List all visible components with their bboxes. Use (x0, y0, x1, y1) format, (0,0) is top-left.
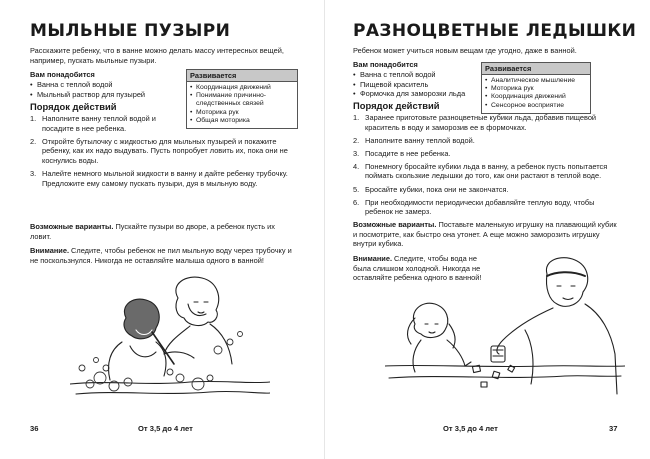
develops-heading: Развивается (187, 70, 297, 82)
develops-item: • Моторика рук (485, 85, 587, 93)
step-text: Наполните ванну теплой водой. (365, 135, 475, 145)
attention-label: Внимание. (30, 246, 69, 255)
page-title: МЫЛЬНЫЕ ПУЗЫРИ (30, 21, 231, 41)
intro-text: Расскажите ребенку, что в ванне можно делать массу интересных вещей, например, пускать мыльные пузыри. (30, 46, 284, 65)
step-text: Откройте бутылочку с жидкостью для мыльных пузырей и покажите ребенку, как их надо выдувать. Пусть попробует ловить их, пока они не коснулись воды. (42, 136, 288, 165)
variants-label: Возможные варианты. (30, 222, 114, 231)
develops-heading: Развивается (482, 63, 590, 75)
step-item (30, 114, 188, 133)
need-list (30, 80, 180, 99)
develops-item: • Аналитическое мышление (485, 77, 587, 85)
step-item (353, 136, 621, 146)
step-text: Заранее приготовьте разноцветные кубики льда, добавив пищевой краситель в воду и заморозив ее в формочках. (365, 113, 597, 132)
steps-list (30, 114, 298, 192)
steps-list (353, 113, 621, 220)
age-label: От 3,5 до 4 лет (443, 424, 498, 433)
step-number: 3. (30, 168, 37, 178)
steps-heading: Порядок действий (353, 100, 440, 111)
step-text: Посадите в нее ребенка. (365, 148, 451, 158)
need-item: • Ванна с теплой водой (353, 70, 503, 80)
develops-item: • Общая моторика (190, 117, 294, 125)
ice-cubes-illustration-icon (385, 254, 625, 416)
step-item (353, 162, 621, 181)
step-number: 1. (30, 114, 37, 123)
need-item: • Формочка для заморозки льда (353, 89, 503, 99)
variants-text: Поставьте маленькую игрушку на плавающий кубик и посмотрите, как быстро она утонет. А еще можно заморозить игрушку внутри кубика. (353, 220, 617, 249)
steps-heading: Порядок действий (30, 101, 117, 112)
step-item (353, 113, 621, 132)
step-item (353, 185, 621, 195)
develops-item: • Понимание причинно-следственных связей (190, 92, 294, 108)
need-item: • Пищевой краситель (353, 80, 503, 90)
step-number: 6. (353, 197, 360, 207)
step-item (353, 198, 621, 217)
attention-text: Следите, чтобы вода не была слишком холодной. Никогда не оставляйте ребенка одного в ванной! (353, 254, 482, 283)
step-number: 3. (353, 148, 360, 158)
attention-label: Внимание. (353, 254, 392, 263)
attention-text: Следите, чтобы ребенок не пил мыльную воду через трубочку и не поскользнулся. Никогда не оставляйте малыша одного в ванной! (30, 246, 292, 265)
step-text: Понемногу бросайте кубики льда в ванну, а ребенок пусть попытается поймать скользкие ледышки до того, как они растают в теплой воде. (365, 161, 608, 181)
develops-box (481, 62, 591, 114)
page-number: 37 (609, 424, 618, 433)
step-number: 4. (353, 161, 360, 171)
step-item (30, 169, 298, 188)
page-title: РАЗНОЦВЕТНЫЕ ЛЕДЫШКИ (353, 21, 637, 41)
need-item: • Ванна с теплой водой (30, 80, 180, 90)
step-text: Наполните ванну теплой водой и посадите в нее ребенка. (42, 114, 156, 133)
variants-paragraph (30, 222, 298, 241)
develops-item: • Моторика рук (190, 109, 294, 117)
step-text: При необходимости периодически добавляйте теплую воду, чтобы ребенок не замерз. (365, 197, 595, 217)
variants-text: Пускайте пузыри во дворе, а ребенок пусть их ловит. (30, 222, 275, 241)
step-number: 2. (353, 135, 360, 145)
step-text: Налейте немного мыльной жидкости в ванну и дайте ребенку трубочку. Предложите ему самому пускать пузыри, дуя в мыльную воду. (42, 168, 288, 188)
age-label: От 3,5 до 4 лет (138, 424, 193, 433)
intro-text: Ребенок может учиться новым вещам где угодно, даже в ванной. (353, 46, 577, 55)
develops-list (482, 75, 590, 113)
need-heading: Вам понадобится (353, 60, 418, 69)
develops-item: • Координация движений (485, 93, 587, 101)
variants-paragraph (353, 220, 621, 249)
develops-item: • Координация движений (190, 84, 294, 92)
attention-paragraph (30, 246, 298, 265)
bubbles-illustration-icon (70, 272, 270, 414)
step-item (353, 149, 621, 159)
step-number: 1. (353, 113, 360, 122)
step-number: 2. (30, 136, 37, 146)
step-text: Бросайте кубики, пока они не закончатся. (365, 184, 509, 194)
need-heading: Вам понадобится (30, 70, 95, 79)
need-item: • Мыльный раствор для пузырей (30, 90, 180, 100)
step-item (30, 137, 298, 166)
step-number: 5. (353, 184, 360, 194)
right-page (325, 0, 650, 459)
develops-item: • Сенсорное восприятие (485, 102, 587, 110)
page-number: 36 (30, 424, 39, 433)
variants-label: Возможные варианты. (353, 220, 437, 229)
